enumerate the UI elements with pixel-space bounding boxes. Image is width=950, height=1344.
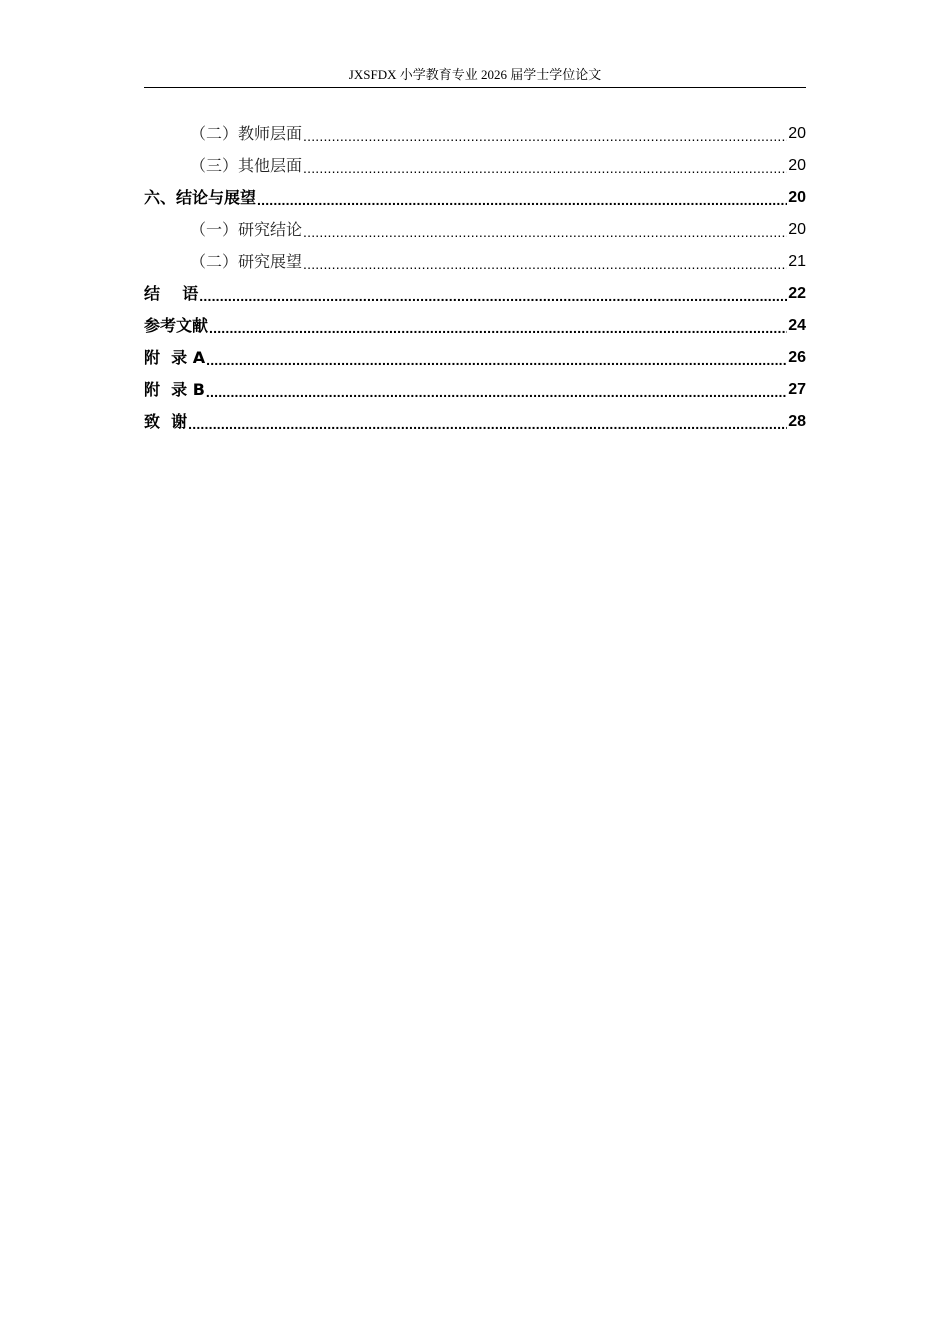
toc-entry-page: 20 <box>788 125 806 142</box>
toc-entry-label: （二）研究展望 <box>190 252 303 271</box>
toc-entry-label: （一）研究结论 <box>190 220 303 239</box>
toc-entry-label: （二）教师层面 <box>190 124 303 143</box>
toc-entry-label: 致 谢 <box>144 412 188 431</box>
toc-leader-dots <box>206 384 787 400</box>
toc-entry-label: 六、结论与展望 <box>144 188 257 207</box>
toc-entry-references[interactable] <box>144 308 806 340</box>
toc-entry-closing-remarks[interactable] <box>144 276 806 308</box>
toc-entry-label: 结 语 <box>144 284 199 303</box>
header-rule <box>144 87 806 88</box>
running-header: JXSFDX 小学教育专业 2026 届学士学位论文 <box>348 67 602 82</box>
toc-entry-label: 附 录 A <box>144 348 206 367</box>
toc-leader-dots <box>209 320 787 336</box>
toc-entry-label: 参考文献 <box>144 316 209 335</box>
toc-leader-dots <box>199 288 787 304</box>
toc-entry-label: （三）其他层面 <box>190 156 303 175</box>
toc-entry-page: 24 <box>788 317 806 334</box>
toc-entry-label: 附 录 B <box>144 380 205 399</box>
toc-entry-other-level[interactable] <box>144 148 806 180</box>
toc-entry-research-outlook[interactable] <box>144 244 806 276</box>
toc-leader-dots <box>303 128 787 144</box>
toc-entry-page: 20 <box>788 157 806 174</box>
toc-leader-dots <box>257 192 787 208</box>
toc-leader-dots <box>303 160 787 176</box>
toc-leader-dots <box>188 416 787 432</box>
toc-entry-conclusion-outlook[interactable] <box>144 180 806 212</box>
toc-leader-dots <box>206 352 787 368</box>
toc-entry-teacher-level[interactable] <box>144 116 806 148</box>
toc-entry-page: 20 <box>788 189 806 206</box>
toc-entry-page: 21 <box>788 253 806 270</box>
toc-entry-page: 26 <box>788 349 806 366</box>
toc-entry-page: 22 <box>788 285 806 302</box>
toc-entry-appendix-a[interactable] <box>144 340 806 372</box>
table-of-contents <box>144 116 806 436</box>
toc-entry-page: 20 <box>788 221 806 238</box>
toc-entry-page: 28 <box>788 413 806 430</box>
toc-entry-appendix-b[interactable] <box>144 372 806 404</box>
toc-entry-page: 27 <box>788 381 806 398</box>
toc-leader-dots <box>303 256 787 272</box>
toc-entry-acknowledgements[interactable] <box>144 404 806 436</box>
toc-entry-research-conclusion[interactable] <box>144 212 806 244</box>
toc-leader-dots <box>303 224 787 240</box>
